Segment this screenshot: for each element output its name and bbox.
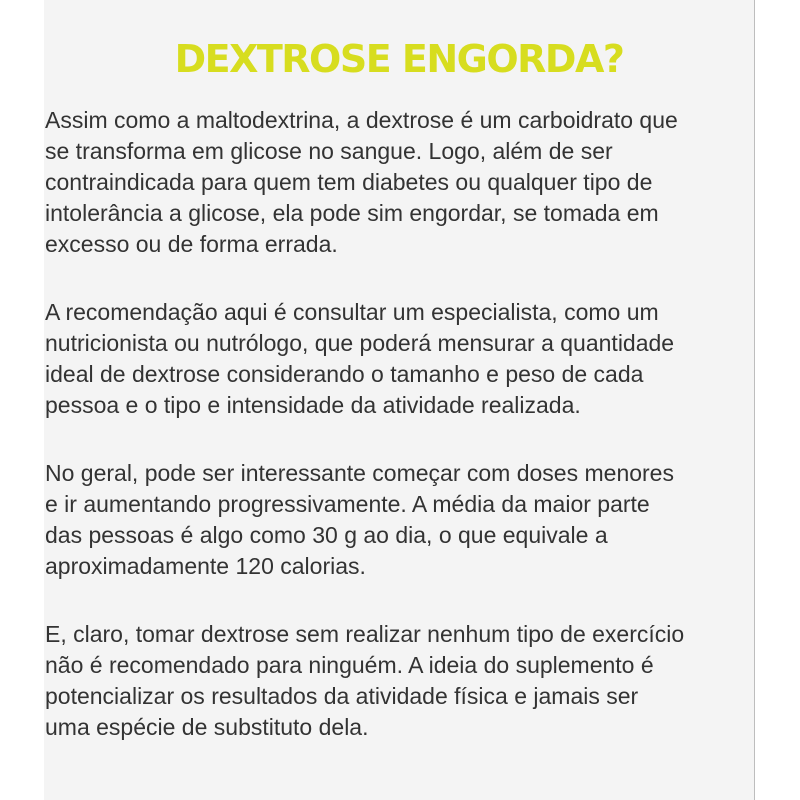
article-title: DEXTROSE ENGORDA?	[174, 37, 624, 81]
panel-edge-divider	[754, 0, 755, 800]
paragraph-line: uma espécie de substituto dela.	[45, 714, 369, 740]
article-body	[45, 105, 754, 780]
article-panel	[44, 0, 754, 800]
paragraph-line: A recomendação aqui é consultar um especialista, como um	[45, 299, 659, 325]
paragraph-line: contraindicada para quem tem diabetes ou qualquer tipo de	[45, 169, 653, 195]
paragraph-line: se transforma em glicose no sangue. Logo, além de ser	[45, 138, 613, 164]
paragraph-line: nutricionista ou nutrólogo, que poderá mensurar a quantidade	[45, 330, 675, 356]
paragraph-line: e ir aumentando progressivamente. A média da maior parte	[45, 491, 650, 517]
paragraph-1	[45, 105, 754, 260]
paragraph-line: No geral, pode ser interessante começar com doses menores	[45, 460, 674, 486]
paragraph-line: Assim como a maltodextrina, a dextrose é um carboidrato que	[45, 107, 678, 133]
paragraph-line: pessoa e o tipo e intensidade da atividade realizada.	[45, 392, 581, 418]
paragraph-3	[45, 458, 754, 582]
paragraph-line: intolerância a glicose, ela pode sim engordar, se tomada em	[45, 200, 659, 226]
paragraph-line: das pessoas é algo como 30 g ao dia, o que equivale a	[45, 522, 608, 548]
paragraph-line: potencializar os resultados da atividade física e jamais ser	[45, 683, 639, 709]
paragraph-line: aproximadamente 120 calorias.	[45, 553, 366, 579]
paragraph-2	[45, 297, 754, 421]
paragraph-line: excesso ou de forma errada.	[45, 231, 338, 257]
paragraph-line: não é recomendado para ninguém. A ideia do suplemento é	[45, 652, 654, 678]
paragraph-4	[45, 619, 754, 743]
paragraph-line: E, claro, tomar dextrose sem realizar nenhum tipo de exercício	[45, 621, 685, 647]
paragraph-line: ideal de dextrose considerando o tamanho e peso de cada	[45, 361, 644, 387]
